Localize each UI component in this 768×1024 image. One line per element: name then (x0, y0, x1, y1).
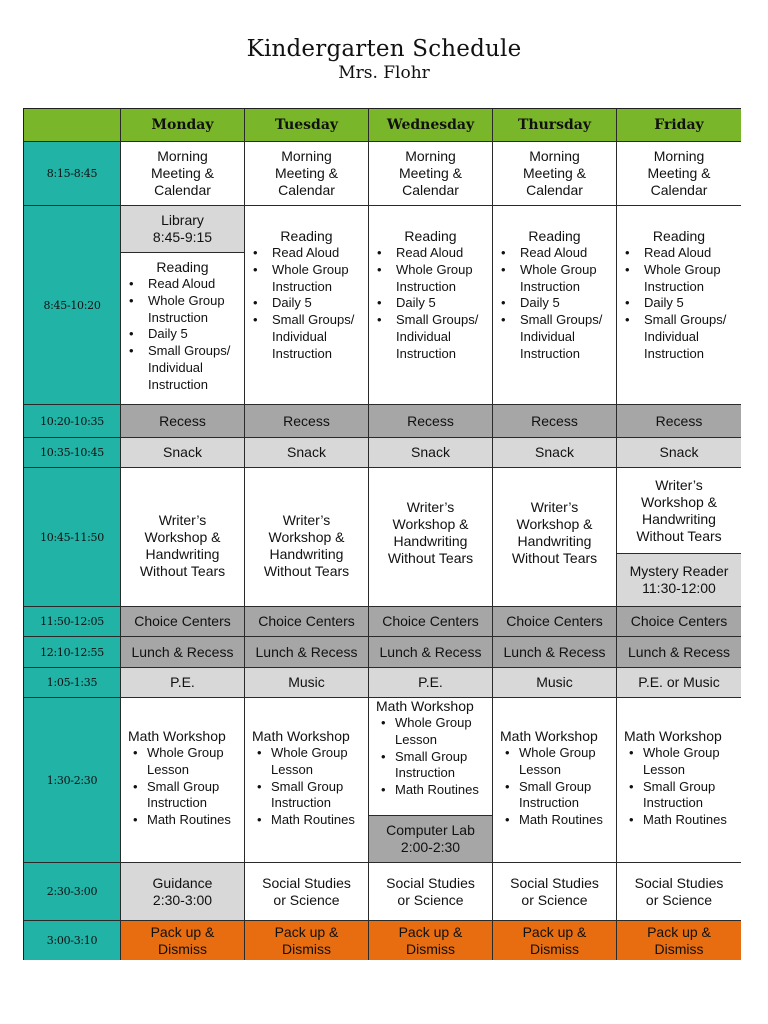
list-item: • Small Groups/ Individual Instruction (617, 312, 741, 362)
list-item: • Read Aloud (369, 245, 492, 262)
list-item: • Read Aloud (121, 276, 244, 293)
snack-cell: Snack (121, 438, 245, 468)
lunch-recess-cell: Lunch & Recess (369, 637, 493, 668)
math-heading: Math Workshop (128, 728, 226, 744)
math-workshop-cell (369, 698, 493, 816)
choice-centers-cell: Choice Centers (369, 607, 493, 637)
specials-cell: Music (493, 668, 617, 698)
pack-up-cell: Pack up & Dismiss (617, 921, 741, 960)
math-workshop-cell (493, 698, 617, 863)
reading-cell (617, 206, 741, 405)
list-item: • Whole Group Lesson (493, 745, 616, 779)
list-item: • Daily 5 (369, 295, 492, 312)
social-studies-cell: Social Studies or Science (245, 863, 369, 921)
writers-workshop-cell: Writer’s Workshop & Handwriting Without Tears (493, 468, 617, 607)
reading-cell (493, 206, 617, 405)
reading-heading: Reading (652, 228, 706, 244)
lunch-recess-cell: Lunch & Recess (617, 637, 741, 668)
time-slot: 12:10-12:55 (24, 637, 121, 668)
list-item: • Whole Group Lesson (121, 745, 244, 779)
math-heading: Math Workshop (624, 728, 722, 744)
time-slot: 11:50-12:05 (24, 607, 121, 637)
list-item: • Small Groups/ Individual Instruction (245, 312, 368, 362)
reading-cell (369, 206, 493, 405)
recess-cell: Recess (493, 405, 617, 438)
morning-meeting-cell: Morning Meeting & Calendar (245, 142, 369, 206)
list-item: • Daily 5 (617, 295, 741, 312)
day-header-monday: Monday (121, 109, 245, 142)
choice-centers-cell: Choice Centers (617, 607, 741, 637)
reading-heading: Reading (528, 228, 581, 244)
reading-cell (245, 206, 369, 405)
list-item: • Small Groups/ Individual Instruction (369, 312, 492, 362)
specials-cell: P.E. or Music (617, 668, 741, 698)
list-item: • Small Group Instruction (617, 779, 741, 813)
list-item: • Whole Group Instruction (121, 293, 244, 327)
list-item: • Small Group Instruction (369, 749, 492, 783)
writers-workshop-cell: Writer’s Workshop & Handwriting Without Tears (121, 468, 245, 607)
day-header-tuesday: Tuesday (245, 109, 369, 142)
lunch-recess-cell: Lunch & Recess (245, 637, 369, 668)
writers-workshop-cell: Writer’s Workshop & Handwriting Without Tears (617, 468, 741, 554)
list-item: • Small Group Instruction (245, 779, 368, 813)
list-item: • Math Routines (369, 782, 492, 799)
list-item: • Read Aloud (245, 245, 368, 262)
recess-cell: Recess (121, 405, 245, 438)
choice-centers-cell: Choice Centers (121, 607, 245, 637)
math-workshop-cell (121, 698, 245, 863)
morning-meeting-cell: Morning Meeting & Calendar (617, 142, 741, 206)
math-workshop-cell (617, 698, 741, 863)
writers-workshop-cell: Writer’s Workshop & Handwriting Without Tears (245, 468, 369, 607)
day-header-thursday: Thursday (493, 109, 617, 142)
list-item: • Whole Group Instruction (493, 262, 616, 296)
snack-cell: Snack (493, 438, 617, 468)
reading-heading: Reading (280, 228, 333, 244)
lunch-recess-cell: Lunch & Recess (493, 637, 617, 668)
social-studies-cell: Social Studies or Science (369, 863, 493, 921)
social-studies-cell: Social Studies or Science (617, 863, 741, 921)
choice-centers-cell: Choice Centers (493, 607, 617, 637)
list-item: • Whole Group Lesson (617, 745, 741, 779)
list-item: • Whole Group Instruction (369, 262, 492, 296)
time-slot: 10:35-10:45 (24, 438, 121, 468)
page-title: Kindergarten Schedule (246, 36, 522, 62)
time-slot: 8:15-8:45 (24, 142, 121, 206)
mystery-reader-cell: Mystery Reader 11:30-12:00 (617, 554, 741, 607)
math-workshop-cell (245, 698, 369, 863)
time-slot: 1:05-1:35 (24, 668, 121, 698)
list-item: • Math Routines (245, 812, 368, 829)
specials-cell: Music (245, 668, 369, 698)
library-cell: Library 8:45-9:15 (121, 206, 245, 253)
list-item: • Read Aloud (493, 245, 616, 262)
time-slot: 2:30-3:00 (24, 863, 121, 921)
list-item: • Math Routines (617, 812, 741, 829)
list-item: • Daily 5 (121, 326, 244, 343)
time-slot: 10:20-10:35 (24, 405, 121, 438)
pack-up-cell: Pack up & Dismiss (369, 921, 493, 960)
specials-cell: P.E. (369, 668, 493, 698)
lunch-recess-cell: Lunch & Recess (121, 637, 245, 668)
reading-heading: Reading (404, 228, 457, 244)
page-subtitle: Mrs. Flohr (338, 63, 430, 83)
list-item: • Small Groups/ Individual Instruction (493, 312, 616, 362)
list-item: • Whole Group Instruction (617, 262, 741, 296)
list-item: • Small Group Instruction (121, 779, 244, 813)
list-item: • Small Group Instruction (493, 779, 616, 813)
morning-meeting-cell: Morning Meeting & Calendar (121, 142, 245, 206)
snack-cell: Snack (245, 438, 369, 468)
schedule-table (23, 108, 741, 960)
time-slot: 3:00-3:10 (24, 921, 121, 960)
time-slot: 1:30-2:30 (24, 698, 121, 863)
snack-cell: Snack (617, 438, 741, 468)
list-item: • Daily 5 (245, 295, 368, 312)
choice-centers-cell: Choice Centers (245, 607, 369, 637)
recess-cell: Recess (369, 405, 493, 438)
computer-lab-cell: Computer Lab 2:00-2:30 (369, 816, 493, 863)
day-header-friday: Friday (617, 109, 741, 142)
list-item: • Math Routines (121, 812, 244, 829)
day-header-wednesday: Wednesday (369, 109, 493, 142)
math-heading: Math Workshop (500, 728, 598, 744)
writers-workshop-cell: Writer’s Workshop & Handwriting Without Tears (369, 468, 493, 607)
morning-meeting-cell: Morning Meeting & Calendar (493, 142, 617, 206)
list-item: • Whole Group Lesson (245, 745, 368, 779)
list-item: • Small Groups/ Individual Instruction (121, 343, 244, 393)
time-slot: 10:45-11:50 (24, 468, 121, 607)
list-item: • Read Aloud (617, 245, 741, 262)
corner-cell (24, 109, 121, 142)
reading-cell (121, 253, 245, 405)
pack-up-cell: Pack up & Dismiss (121, 921, 245, 960)
math-heading: Math Workshop (376, 698, 474, 714)
pack-up-cell: Pack up & Dismiss (493, 921, 617, 960)
time-slot: 8:45-10:20 (24, 206, 121, 405)
title-block (0, 36, 768, 84)
list-item: • Math Routines (493, 812, 616, 829)
recess-cell: Recess (617, 405, 741, 438)
morning-meeting-cell: Morning Meeting & Calendar (369, 142, 493, 206)
guidance-cell: Guidance 2:30-3:00 (121, 863, 245, 921)
math-heading: Math Workshop (252, 728, 350, 744)
list-item: • Whole Group Lesson (369, 715, 492, 749)
social-studies-cell: Social Studies or Science (493, 863, 617, 921)
specials-cell: P.E. (121, 668, 245, 698)
pack-up-cell: Pack up & Dismiss (245, 921, 369, 960)
recess-cell: Recess (245, 405, 369, 438)
list-item: • Daily 5 (493, 295, 616, 312)
list-item: • Whole Group Instruction (245, 262, 368, 296)
reading-heading: Reading (156, 259, 209, 275)
snack-cell: Snack (369, 438, 493, 468)
